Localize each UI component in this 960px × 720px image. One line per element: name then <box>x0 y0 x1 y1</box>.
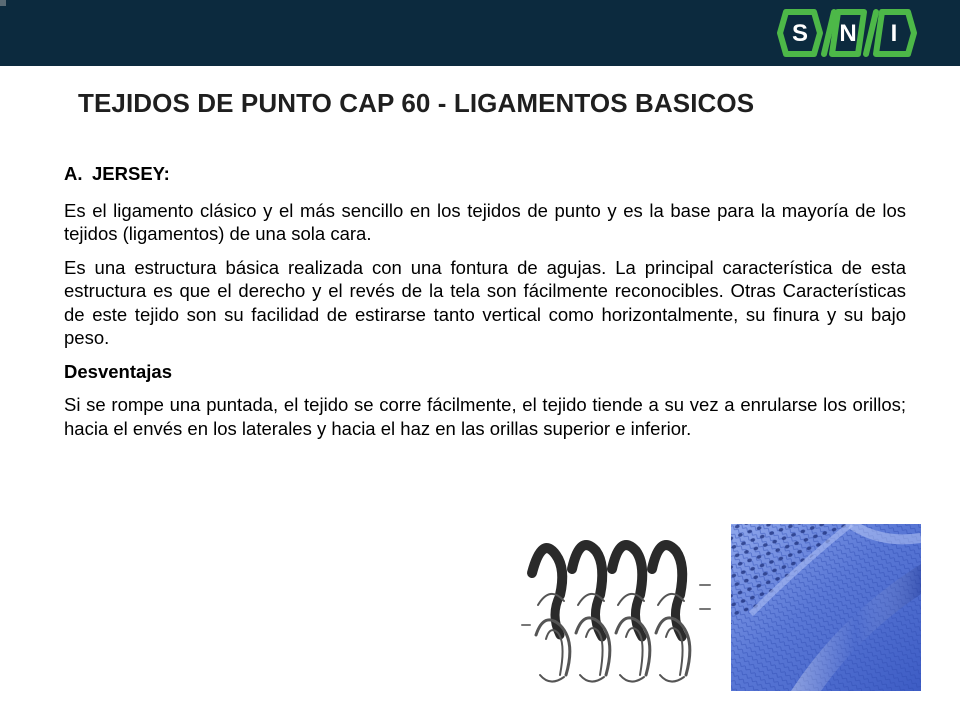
section-title: JERSEY: <box>92 163 170 184</box>
jersey-loop-diagram-icon <box>520 525 712 690</box>
logo-s-badge <box>780 12 820 54</box>
paragraph-definition: Es el ligamento clásico y el más sencillo en los tejidos de punto y es la base para la mayoría de los tejidos (ligamentos) de una sola cara. <box>64 199 906 244</box>
sni-logo <box>772 6 922 60</box>
logo-letter-s: S <box>791 20 809 47</box>
section-letter: A. <box>64 163 83 184</box>
header-bar <box>0 0 960 66</box>
logo-letter-i: I <box>890 20 898 47</box>
logo-n-badge <box>832 12 864 54</box>
corner-mark <box>0 0 6 6</box>
sni-logo-icon <box>772 6 922 60</box>
blue-knit-fabric-photo-icon <box>731 524 921 691</box>
disadvantages-heading: Desventajas <box>64 360 172 382</box>
disadvantages-text: Si se rompe una puntada, el tejido se corre fácilmente, el tejido tiende a su vez a enrularse los orillos; hacia el envés en los laterales y hacia el haz en las orillas superior e inferior. <box>64 394 906 439</box>
logo-i-badge <box>876 12 914 54</box>
paragraph-structure: Es una estructura básica realizada con una fontura de agujas. La principal característica de esta estructura es que el derecho y el revés de la tela son fácilmente reconocibles. Otras Características de este tejido son su facilidad de estirarse tanto vertical como horizontalmente, su finura y su bajo peso. <box>64 256 906 348</box>
page-title: TEJIDOS DE PUNTO CAP 60 - LIGAMENTOS BASICOS <box>78 88 755 118</box>
content-body <box>64 162 906 450</box>
section-heading <box>64 162 906 186</box>
logo-letter-n: N <box>839 20 857 47</box>
